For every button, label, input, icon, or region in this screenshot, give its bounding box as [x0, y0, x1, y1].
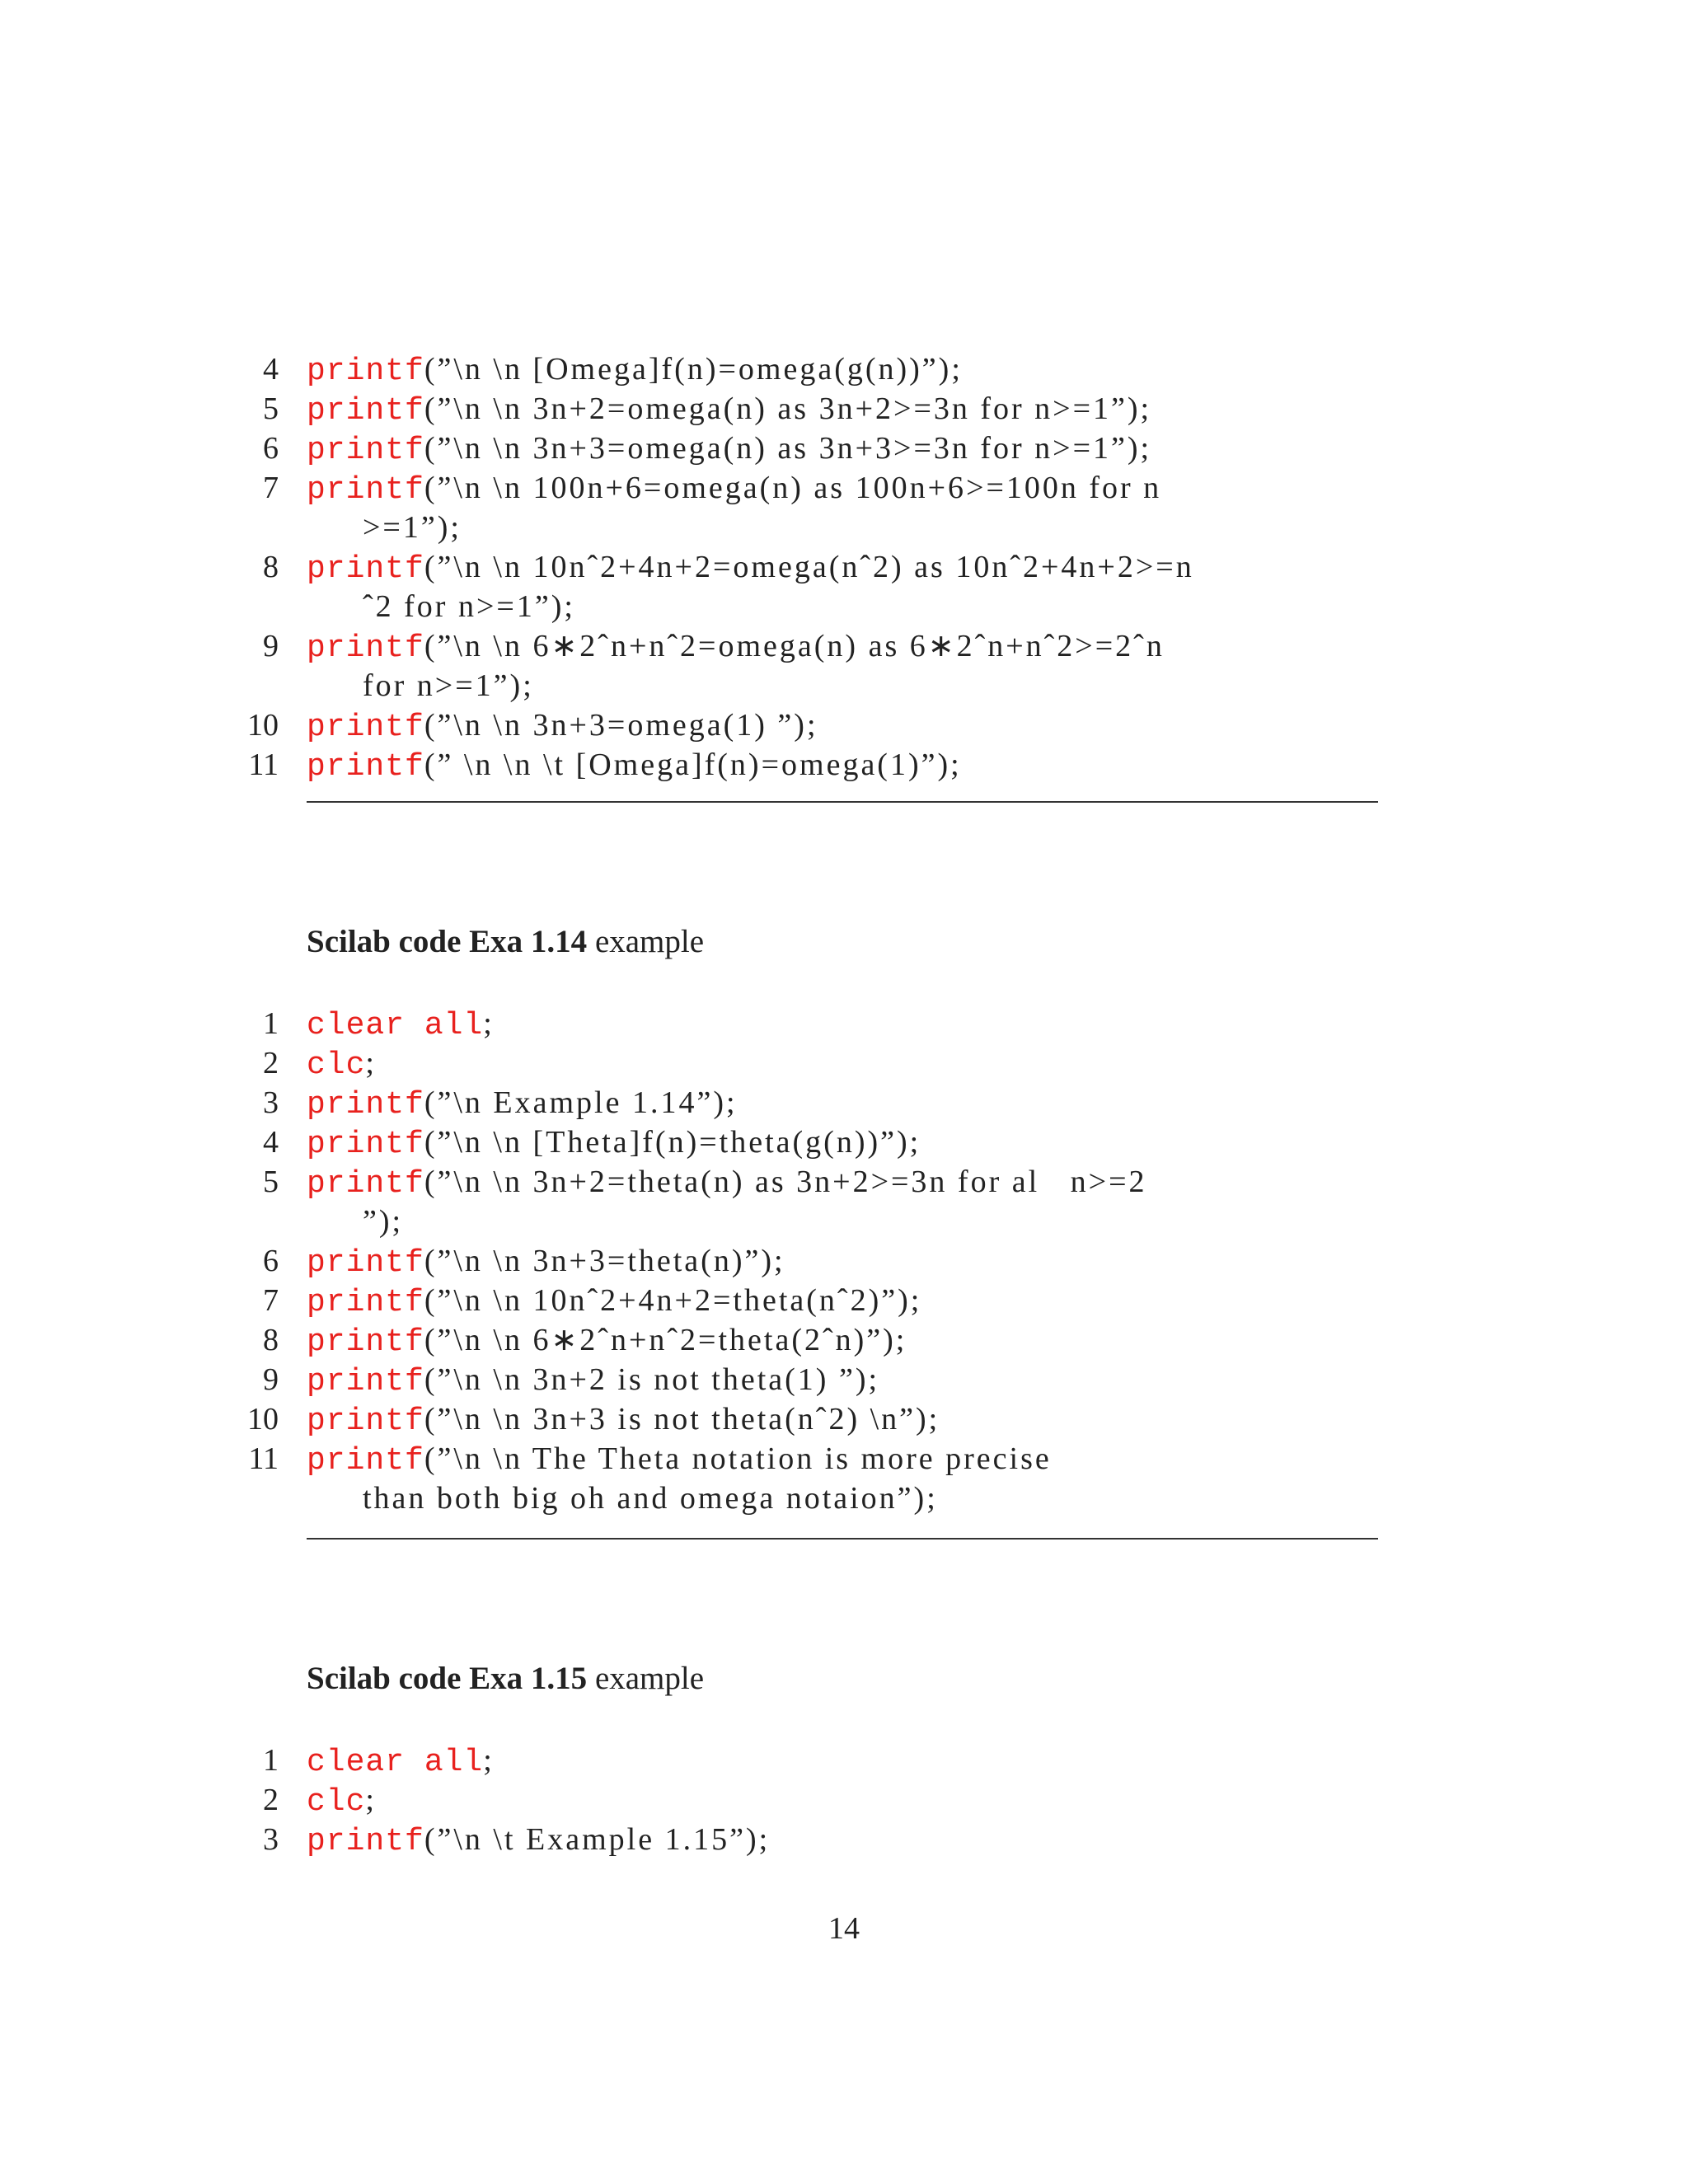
code-text — [307, 429, 1151, 471]
line-number: 1 — [263, 1743, 279, 1778]
line-number: 5 — [263, 391, 279, 426]
code-text — [307, 626, 1165, 668]
code-body: ”); — [363, 1204, 404, 1239]
line-number: 7 — [263, 1283, 279, 1318]
code-text — [307, 1439, 1052, 1481]
code-line — [0, 1360, 1688, 1399]
code-line-continuation — [0, 1202, 1688, 1241]
code-text — [307, 1820, 770, 1862]
page-number: 14 — [828, 1911, 860, 1946]
caption-label: example — [594, 924, 705, 959]
caption-title: Scilab code Exa 1.14 — [307, 924, 588, 959]
line-number: 5 — [263, 1165, 279, 1199]
code-line — [0, 1741, 1688, 1780]
code-line — [0, 1043, 1688, 1083]
code-text — [307, 1780, 377, 1822]
line-number: 11 — [248, 748, 279, 782]
code-text — [307, 1004, 495, 1046]
code-body: (”\n \n 100n+6=omega(n) as 100n+6>=100n for n — [424, 471, 1162, 505]
line-number: 8 — [263, 1323, 279, 1357]
line-number: 11 — [248, 1441, 279, 1476]
line-number: 4 — [263, 1125, 279, 1160]
code-text — [307, 1162, 1147, 1204]
code-keyword: printf — [307, 749, 424, 785]
line-number: 6 — [263, 431, 279, 466]
code-body: (”\n \n 3n+2=theta(n) as 3n+2>=3n for al n>=2 — [424, 1165, 1147, 1199]
code-line — [0, 1162, 1688, 1202]
line-number: 7 — [263, 471, 279, 505]
code-text — [307, 1281, 921, 1323]
code-keyword: printf — [307, 1443, 424, 1479]
code-line — [0, 1820, 1688, 1859]
line-number: 2 — [263, 1046, 279, 1080]
code-line — [0, 1281, 1688, 1320]
listing-caption — [307, 1659, 704, 1699]
code-text — [307, 745, 962, 787]
code-body: ; — [483, 1743, 495, 1778]
code-keyword: printf — [307, 1087, 424, 1122]
code-text — [307, 1122, 921, 1165]
code-body: for n>=1”); — [363, 668, 534, 703]
code-body: (”\n \t Example 1.15”); — [424, 1822, 771, 1857]
code-body: (”\n \n 6∗2ˆn+nˆ2=omega(n) as 6∗2ˆn+nˆ2>=2ˆn — [424, 629, 1165, 663]
code-keyword: clc — [307, 1047, 366, 1083]
code-body: >=1”); — [363, 510, 462, 545]
code-text — [307, 1399, 940, 1441]
code-line-continuation — [0, 1479, 1688, 1518]
code-keyword: printf — [307, 354, 424, 389]
code-line — [0, 429, 1688, 468]
code-body: (”\n \n 6∗2ˆn+nˆ2=theta(2ˆn)”); — [424, 1323, 907, 1357]
code-body: (”\n \n 3n+3 is not theta(nˆ2) \n”); — [424, 1402, 940, 1436]
code-body: (”\n \n 10nˆ2+4n+2=omega(nˆ2) as 10nˆ2+4n+2>=n — [424, 550, 1194, 584]
code-line — [0, 468, 1688, 508]
line-number: 8 — [263, 550, 279, 584]
code-keyword: printf — [307, 393, 424, 429]
code-line — [0, 705, 1688, 745]
listing-caption — [307, 922, 704, 962]
code-line — [0, 349, 1688, 389]
listing-divider — [307, 801, 1378, 803]
code-line-continuation — [0, 587, 1688, 626]
code-body: (”\n \n 3n+2 is not theta(1) ”); — [424, 1362, 880, 1397]
code-keyword: printf — [307, 1824, 424, 1859]
code-text — [307, 547, 1194, 589]
line-number: 3 — [263, 1822, 279, 1857]
code-line — [0, 1004, 1688, 1043]
line-number: 4 — [263, 352, 279, 387]
line-number: 6 — [263, 1244, 279, 1278]
line-number: 10 — [247, 1402, 279, 1436]
code-keyword: printf — [307, 1245, 424, 1281]
code-body: ; — [483, 1006, 495, 1041]
caption-label: example — [594, 1661, 705, 1696]
line-number: 10 — [247, 708, 279, 743]
code-line — [0, 1320, 1688, 1360]
code-body: (”\n \n 3n+2=omega(n) as 3n+2>=3n for n>=1”); — [424, 391, 1152, 426]
code-text — [307, 1741, 495, 1783]
code-line — [0, 1780, 1688, 1820]
code-body: (”\n \n 3n+3=omega(n) as 3n+3>=3n for n>=1”); — [424, 431, 1152, 466]
code-body: (”\n \n The Theta notation is more precise — [424, 1441, 1052, 1476]
code-body: (”\n \n [Theta]f(n)=theta(g(n))”); — [424, 1125, 921, 1160]
code-keyword: printf — [307, 1166, 424, 1202]
code-text — [307, 1320, 907, 1362]
code-keyword: printf — [307, 1285, 424, 1320]
code-body: than both big oh and omega notaion”); — [363, 1481, 938, 1516]
code-keyword: clc — [307, 1784, 366, 1820]
code-line — [0, 1083, 1688, 1122]
code-line — [0, 745, 1688, 785]
code-text — [307, 389, 1151, 431]
code-keyword: printf — [307, 710, 424, 745]
code-body: (”\n \n 3n+3=omega(1) ”); — [424, 708, 818, 743]
code-keyword: printf — [307, 1127, 424, 1162]
code-body: ˆ2 for n>=1”); — [363, 589, 575, 624]
code-keyword: printf — [307, 630, 424, 666]
code-line — [0, 1122, 1688, 1162]
code-body: ; — [365, 1046, 377, 1080]
code-keyword: printf — [307, 1324, 424, 1360]
line-number: 3 — [263, 1085, 279, 1120]
code-text — [307, 349, 963, 391]
listing-divider — [307, 1538, 1378, 1540]
code-text — [307, 705, 818, 748]
code-line — [0, 1241, 1688, 1281]
code-text — [307, 1083, 738, 1125]
code-line — [0, 626, 1688, 666]
code-keyword: printf — [307, 472, 424, 508]
code-keyword: clear all — [307, 1745, 484, 1780]
code-line — [0, 389, 1688, 429]
code-keyword: printf — [307, 1404, 424, 1439]
code-body: ; — [365, 1783, 377, 1817]
code-line — [0, 1439, 1688, 1479]
code-line-continuation — [0, 666, 1688, 705]
code-keyword: printf — [307, 433, 424, 468]
code-line — [0, 1399, 1688, 1439]
code-body: (”\n \n 10nˆ2+4n+2=theta(nˆ2)”); — [424, 1283, 922, 1318]
caption-title: Scilab code Exa 1.15 — [307, 1661, 588, 1696]
code-line-continuation — [0, 508, 1688, 547]
code-body: (”\n \n [Omega]f(n)=omega(g(n))”); — [424, 352, 963, 387]
line-number: 2 — [263, 1783, 279, 1817]
code-body: (”\n Example 1.14”); — [424, 1085, 738, 1120]
code-body: (”\n \n 3n+3=theta(n)”); — [424, 1244, 785, 1278]
line-number: 9 — [263, 1362, 279, 1397]
code-line — [0, 547, 1688, 587]
code-keyword: printf — [307, 1364, 424, 1399]
line-number: 9 — [263, 629, 279, 663]
code-text — [307, 1241, 785, 1283]
code-body: (” \n \n \t [Omega]f(n)=omega(1)”); — [424, 748, 962, 782]
code-text — [307, 1360, 879, 1402]
code-text — [307, 1043, 377, 1085]
code-keyword: printf — [307, 551, 424, 587]
line-number: 1 — [263, 1006, 279, 1041]
code-keyword: clear all — [307, 1008, 484, 1043]
code-text — [307, 468, 1161, 510]
